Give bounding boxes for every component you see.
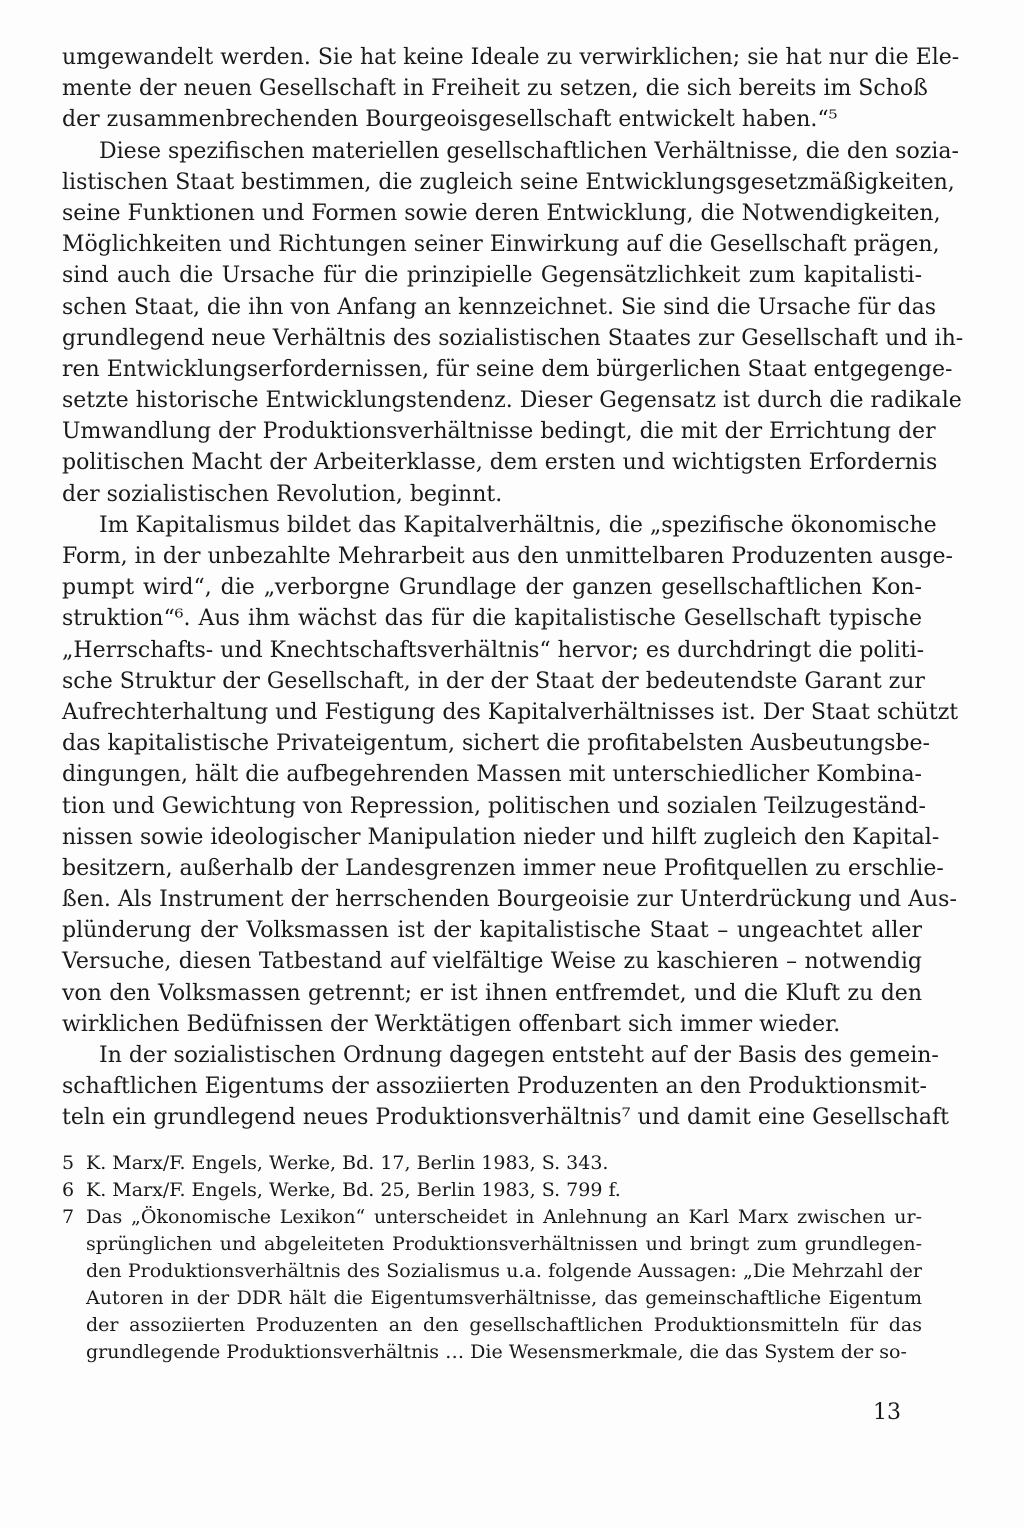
- footnote-5: [62, 1150, 922, 1177]
- text-line: teln ein grundlegend neues Produktionsverhältnis⁷ und damit eine Gesellschaft: [62, 1105, 949, 1131]
- text-line: Im Kapitalismus bildet das Kapitalverhältnis, die „spezifische ökonomische: [99, 512, 937, 538]
- text-line: der sozialistischen Revolution, beginnt.: [62, 481, 503, 507]
- text-line: Form, in der unbezahlte Mehrarbeit aus den unmittelbaren Produzenten ausge-: [62, 544, 953, 569]
- text-line: schaftlichen Eigentums der assoziierten Produzenten an den Produktionsmit-: [62, 1074, 927, 1100]
- footnote-line: K. Marx/F. Engels, Werke, Bd. 25, Berlin 1983, S. 799 f.: [86, 1179, 621, 1201]
- footnote-number: 5: [62, 1152, 75, 1174]
- text-line: listischen Staat bestimmen, die zugleich seine Entwicklungsgesetzmäßigkeiten,: [62, 169, 955, 195]
- footnote-text: [86, 1150, 922, 1177]
- footnotes: [62, 1150, 922, 1366]
- footnote-text: [86, 1177, 922, 1204]
- text-line: der zusammenbrechenden Bourgeoisgesellschaft entwickelt haben.“⁵: [62, 107, 838, 133]
- footnote-line: den Produktionsverhältnis des Sozialismus u.a. folgende Aussagen: „Die Mehrzahl der: [86, 1260, 922, 1282]
- text-line: „Herrschafts- und Knechtschaftsverhältnis“ hervor; es durchdringt die politi-: [62, 637, 925, 663]
- footnote-number: 6: [62, 1179, 75, 1201]
- text-line: dingungen, hält die aufbegehrenden Massen mit unterschiedlicher Kombina-: [62, 762, 922, 788]
- text-line: sind auch die Ursache für die prinzipielle Gegensätzlichkeit zum kapitalisti-: [62, 263, 922, 289]
- footnote-text: [86, 1204, 922, 1366]
- footnote-line: grundlegende Produktionsverhältnis … Die Wesensmerkmale, die das System der so-: [86, 1341, 907, 1363]
- footnote-number: 7: [62, 1206, 75, 1228]
- text-line: nissen sowie ideologischer Manipulation nieder und hilft zugleich den Kapital-: [62, 824, 940, 850]
- text-line: schen Staat, die ihn von Anfang an kennzeichnet. Sie sind die Ursache für das: [62, 294, 937, 320]
- text-line: In der sozialistischen Ordnung dagegen entsteht auf der Basis des gemein-: [99, 1043, 939, 1068]
- text-line: politischen Macht der Arbeiterklasse, dem ersten und wichtigsten Erfordernis: [62, 450, 938, 476]
- text-line: von den Volksmassen getrennt; er ist ihnen entfremdet, und die Kluft zu den: [62, 980, 922, 1006]
- page-number: 13: [873, 1400, 901, 1425]
- text-line: struktion“⁶. Aus ihm wächst das für die kapitalistische Gesellschaft typische: [62, 606, 922, 632]
- body-text: [62, 42, 964, 1134]
- footnote-line: Autoren in der DDR hält die Eigentumsverhältnisse, das gemeinschaftliche Eigentum: [86, 1287, 922, 1309]
- text-line: Versuche, diesen Tatbestand auf vielfältige Weise zu kaschieren – notwendig: [62, 949, 922, 975]
- text-line: Diese spezifischen materiellen gesellschaftlichen Verhältnisse, die den sozia-: [99, 138, 959, 164]
- text-line: wirklichen Bedüfnissen der Werktätigen offenbart sich immer wieder.: [62, 1011, 841, 1037]
- text-line: sche Struktur der Gesellschaft, in der der Staat der bedeutendste Garant zur: [62, 668, 925, 694]
- text-line: besitzern, außerhalb der Landesgrenzen immer neue Profitquellen zu erschlie-: [62, 855, 944, 881]
- text-line: ßen. Als Instrument der herrschenden Bourgeoisie zur Unterdrückung und Aus-: [62, 887, 957, 913]
- text-line: Umwandlung der Produktionsverhältnisse bedingt, die mit der Errichtung der: [62, 419, 936, 445]
- text-line: das kapitalistische Privateigentum, sichert die profitabelsten Ausbeutungsbe-: [62, 731, 930, 757]
- footnote-line: der assoziierten Produzenten an den gesellschaftlichen Produktionsmitteln für das: [86, 1314, 922, 1336]
- text-line: Möglichkeiten und Richtungen seiner Einwirkung auf die Gesellschaft prägen,: [62, 232, 940, 258]
- text-line: seine Funktionen und Formen sowie deren Entwicklung, die Notwendigkeiten,: [62, 200, 941, 226]
- text-line: setzte historische Entwicklungstendenz. Dieser Gegensatz ist durch die radikale: [62, 388, 962, 414]
- text-line: Aufrechterhaltung und Festigung des Kapitalverhältnisses ist. Der Staat schützt: [62, 699, 959, 725]
- text-line: ren Entwicklungserfordernissen, für seine dem bürgerlichen Staat entgegenge-: [62, 356, 953, 382]
- text-line: pumpt wird“, die „verborgne Grundlage der ganzen gesellschaftlichen Kon-: [62, 575, 922, 601]
- footnote-line: Das „Ökonomische Lexikon“ unterscheidet in Anlehnung an Karl Marx zwischen ur-: [86, 1206, 922, 1228]
- text-line: umgewandelt werden. Sie hat keine Ideale zu verwirklichen; sie hat nur die Ele-: [62, 45, 960, 70]
- text-line: tion und Gewichtung von Repression, politischen und sozialen Teilzugeständ-: [62, 793, 926, 819]
- text-line: grundlegend neue Verhältnis des sozialistischen Staates zur Gesellschaft und ih-: [62, 325, 964, 351]
- footnote-line: sprünglichen und abgeleiteten Produktionsverhältnissen und bringt zum grundlegen-: [86, 1233, 922, 1255]
- text-line: mente der neuen Gesellschaft in Freiheit zu setzen, die sich bereits im Schoß: [62, 76, 928, 102]
- text-line: plünderung der Volksmassen ist der kapitalistische Staat – ungeachtet aller: [62, 918, 922, 944]
- footnote-7: [62, 1204, 922, 1366]
- footnote-6: [62, 1177, 922, 1204]
- footnote-line: K. Marx/F. Engels, Werke, Bd. 17, Berlin 1983, S. 343.: [86, 1152, 609, 1174]
